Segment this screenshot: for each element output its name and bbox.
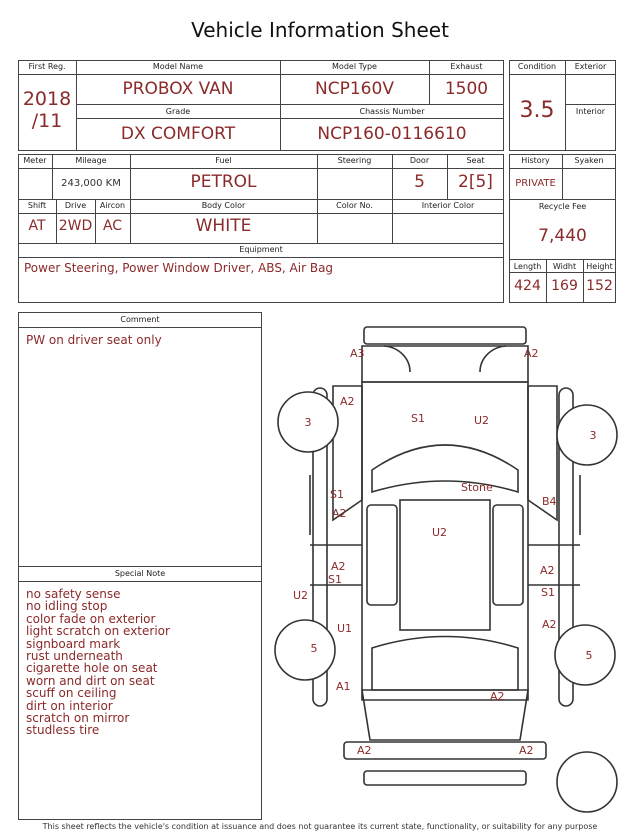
damage-mark: S1 (541, 586, 555, 599)
mileage-value: 243,000 KM (61, 178, 121, 189)
body-color-label: Body Color (201, 201, 246, 210)
tire-front-right: 3 (589, 429, 597, 442)
shift-value: AT (28, 218, 46, 234)
damage-mark: A3 (350, 347, 365, 360)
damage-mark: A2 (332, 507, 347, 520)
condition-score: 3.5 (519, 98, 555, 123)
model-type-label: Model Type (332, 62, 377, 71)
model-type-value: NCP160V (315, 79, 394, 99)
recycle-fee-label: Recycle Fee (538, 202, 587, 211)
damage-mark: A2 (519, 744, 534, 757)
chassis-number-label: Chassis Number (359, 107, 425, 116)
length-value: 424 (514, 278, 541, 294)
grade-label: Grade (165, 107, 191, 116)
special-note-item: scratch on mirror (26, 711, 130, 725)
drive-label: Drive (64, 201, 87, 210)
damage-mark: S1 (328, 573, 342, 586)
history-label: History (521, 156, 550, 165)
exterior-label: Exterior (574, 62, 607, 71)
height-label: Height (586, 262, 613, 271)
width-value: 169 (551, 278, 578, 294)
special-note-item: signboard mark (26, 636, 121, 651)
comment-label: Comment (120, 315, 160, 324)
model-name-label: Model Name (152, 62, 204, 71)
interior-color-label: Interior Color (421, 201, 475, 210)
syaken-label: Syaken (574, 156, 604, 165)
damage-mark: U2 (474, 414, 490, 427)
exhaust-value: 1500 (444, 79, 489, 99)
special-note-label: Special Note (114, 569, 166, 578)
damage-mark: U1 (337, 622, 353, 635)
damage-mark: Stone (461, 481, 493, 494)
damage-mark: A2 (357, 744, 372, 757)
tire-rear-left: 5 (310, 642, 318, 655)
special-note-item: light scratch on exterior (26, 624, 170, 639)
equipment-label: Equipment (239, 245, 283, 254)
car-damage-diagram (270, 318, 630, 818)
meter-label: Meter (23, 156, 47, 165)
grade-value: DX COMFORT (120, 124, 236, 144)
aircon-value: AC (102, 218, 123, 234)
special-note-item: dirt on interior (26, 698, 113, 713)
width-label: Widht (552, 262, 577, 271)
aircon-label: Aircon (99, 201, 126, 210)
door-label: Door (409, 156, 430, 165)
length-label: Length (513, 262, 542, 271)
damage-mark: B4 (542, 495, 557, 508)
steering-label: Steering (337, 156, 372, 165)
fuel-label: Fuel (215, 156, 232, 165)
height-value: 152 (586, 278, 613, 294)
damage-mark: A2 (542, 618, 557, 631)
special-note-item: no safety sense (26, 587, 121, 601)
tire-rear-right: 5 (585, 649, 593, 662)
fuel-value: PETROL (190, 172, 257, 192)
damage-mark: U2 (432, 526, 448, 539)
special-note-item: worn and dirt on seat (26, 673, 155, 688)
model-name-value: PROBOX VAN (122, 79, 234, 99)
damage-mark: A1 (336, 680, 351, 693)
damage-mark: A2 (490, 690, 505, 703)
shift-label: Shift (27, 201, 47, 210)
drive-value: 2WD (58, 218, 93, 234)
condition-label: Condition (517, 62, 557, 71)
equipment-value: Power Steering, Power Window Driver, ABS, Air Bag (24, 261, 334, 275)
special-note-item: no idling stop (26, 599, 108, 614)
damage-mark: S1 (330, 488, 344, 501)
color-no-label: Color No. (336, 201, 373, 210)
first-reg-year: 2018 (22, 88, 72, 110)
interior-label: Interior (575, 107, 606, 116)
first-reg-label: First Reg. (28, 62, 66, 71)
door-value: 5 (414, 172, 425, 192)
damage-mark: A2 (524, 347, 539, 360)
body-color-value: WHITE (195, 216, 252, 236)
special-note-item: color fade on exterior (26, 611, 156, 626)
first-reg-month: /11 (31, 110, 63, 132)
damage-mark: S1 (411, 412, 425, 425)
tire-front-left: 3 (304, 416, 312, 429)
special-note-item: cigarette hole on seat (26, 661, 158, 676)
special-note-item: rust underneath (26, 649, 123, 663)
recycle-fee-value: 7,440 (538, 226, 587, 246)
damage-mark: A2 (331, 560, 346, 573)
comment-text: PW on driver seat only (26, 333, 162, 347)
seat-label: Seat (466, 156, 485, 165)
chassis-number-value: NCP160-0116610 (317, 124, 467, 144)
footer-disclaimer: This sheet reflects the vehicle's condition at issuance and does not guarantee its current state, functionality, or suitability for any purpose (42, 822, 598, 831)
page-title: Vehicle Information Sheet (191, 18, 449, 42)
special-note-item: studless tire (26, 723, 100, 738)
seat-value: 2[5] (458, 172, 493, 192)
history-value: PRIVATE (515, 178, 556, 189)
damage-mark: A2 (340, 395, 355, 408)
exhaust-label: Exhaust (450, 62, 483, 71)
mileage-label: Mileage (75, 156, 107, 165)
special-note-item: scuff on ceiling (26, 686, 117, 701)
damage-mark: A2 (540, 564, 555, 577)
damage-mark: U2 (293, 589, 309, 602)
